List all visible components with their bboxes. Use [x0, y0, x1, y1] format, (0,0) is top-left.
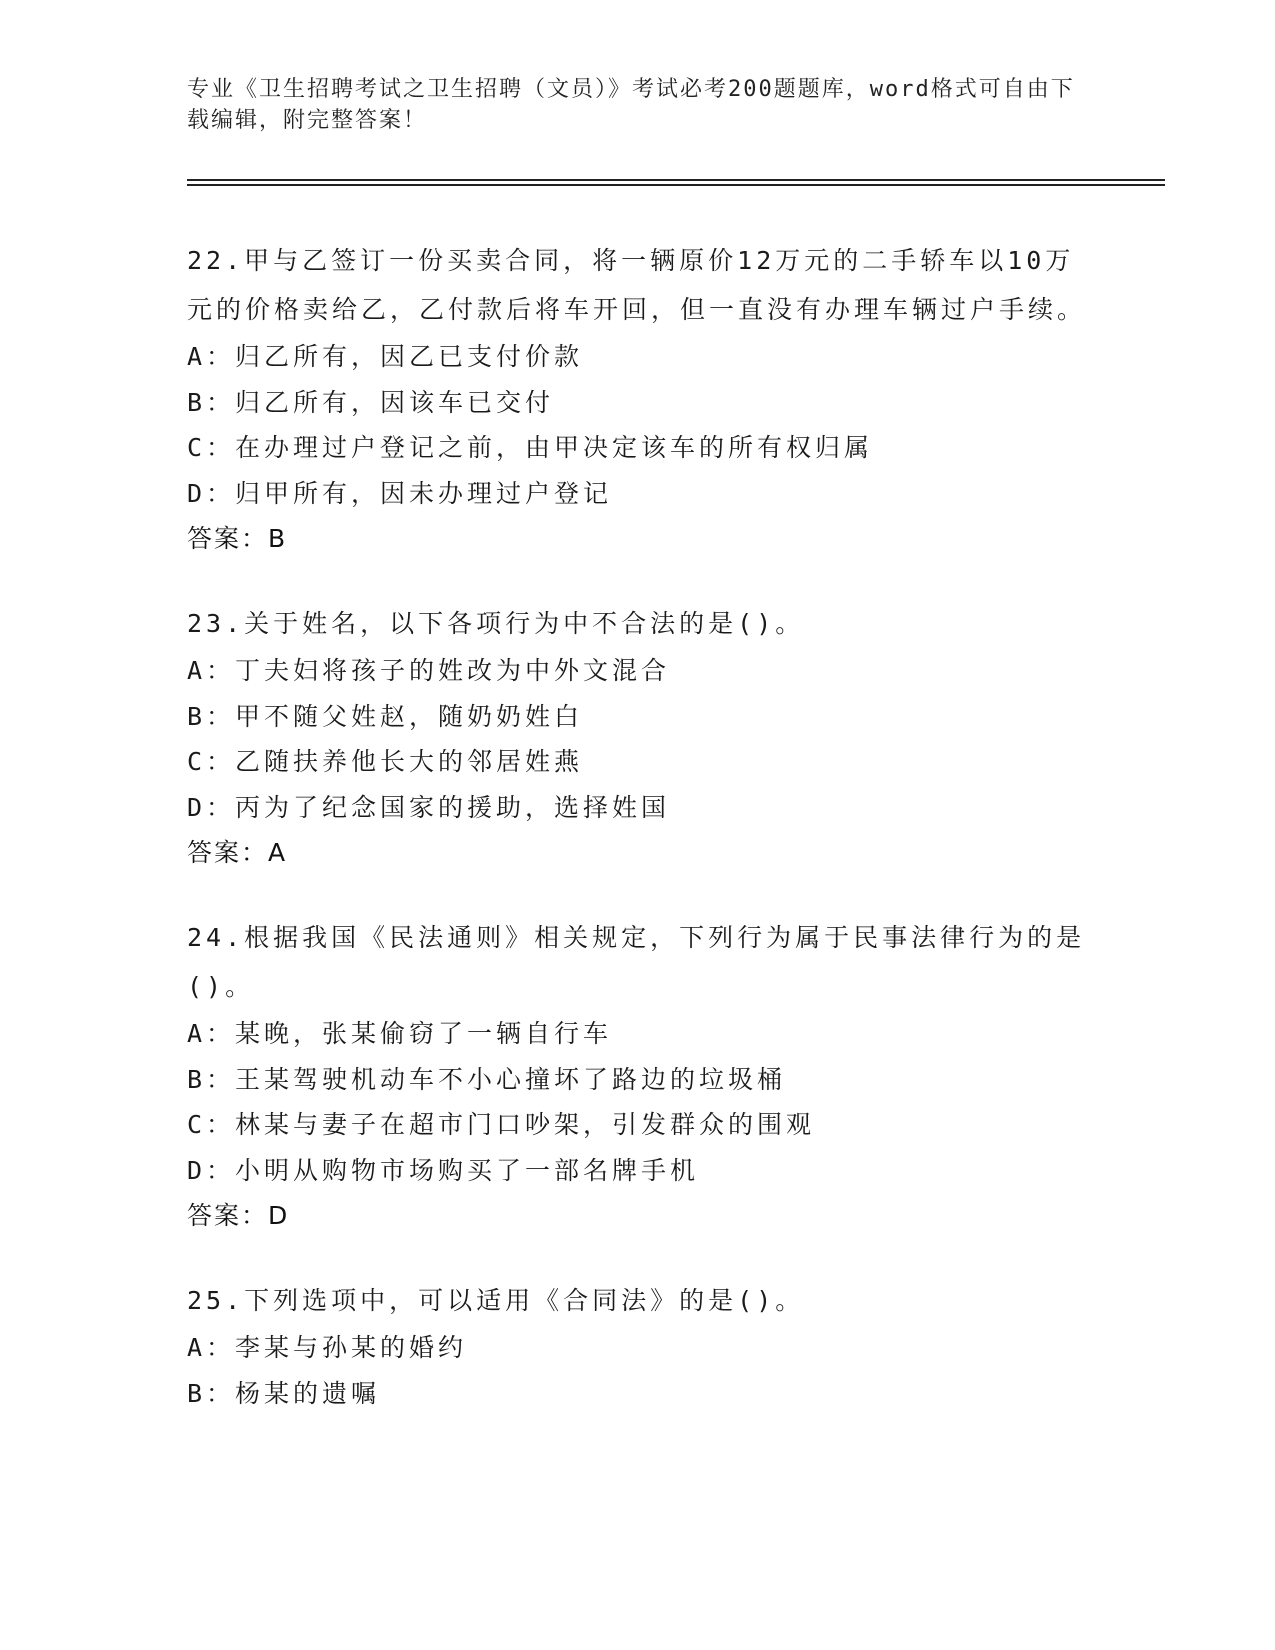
option-b: B：杨某的遗嘱	[187, 1378, 381, 1408]
question-stem: 23.关于姓名，以下各项行为中不合法的是()。	[187, 609, 805, 638]
option-b: B：甲不随父姓赵，随奶奶姓白	[187, 701, 584, 731]
option-d: D：丙为了纪念国家的援助，选择姓国	[187, 792, 671, 822]
answer-line: 答案：A	[187, 838, 288, 867]
option-a: A：某晚，张某偷窃了一辆自行车	[187, 1019, 613, 1048]
answer-line: 答案：D	[187, 1201, 290, 1230]
question-list	[187, 236, 1087, 1454]
question-24	[187, 913, 1087, 1238]
option-c: C：林某与妻子在超市门口吵架，引发群众的围观	[187, 1110, 816, 1139]
document-header: 专业《卫生招聘考试之卫生招聘（文员）》考试必考200题题库，word格式可自由下载编辑，附完整答案！	[187, 77, 1075, 133]
answer-line: 答案：B	[187, 524, 288, 553]
question-25	[187, 1276, 1087, 1416]
option-d: D：归甲所有，因未办理过户登记	[187, 478, 613, 508]
option-c: C：乙随扶养他长大的邻居姓燕	[187, 747, 584, 776]
option-a: A：丁夫妇将孩子的姓改为中外文混合	[187, 656, 671, 685]
option-a: A：归乙所有，因乙已支付价款	[187, 342, 584, 371]
question-stem: 25.下列选项中，可以适用《合同法》的是()。	[187, 1286, 805, 1315]
question-stem: 22.甲与乙签订一份买卖合同，将一辆原价12万元的二手轿车以10万元的价格卖给乙，乙付款后将车开回，但一直没有办理车辆过户手续。	[187, 246, 1087, 324]
option-a: A：李某与孙某的婚约	[187, 1333, 468, 1362]
option-c: C：在办理过户登记之前，由甲决定该车的所有权归属	[187, 433, 874, 462]
question-stem: 24.根据我国《民法通则》相关规定，下列行为属于民事法律行为的是()。	[187, 923, 1086, 1001]
question-22	[187, 236, 1087, 561]
option-b: B：归乙所有，因该车已交付	[187, 387, 555, 417]
option-d: D：小明从购物市场购买了一部名牌手机	[187, 1155, 700, 1185]
header-divider-top	[187, 179, 1165, 181]
header-divider-bottom	[187, 184, 1165, 186]
question-23	[187, 599, 1087, 875]
option-b: B：王某驾驶机动车不小心撞坏了路边的垃圾桶	[187, 1064, 787, 1094]
